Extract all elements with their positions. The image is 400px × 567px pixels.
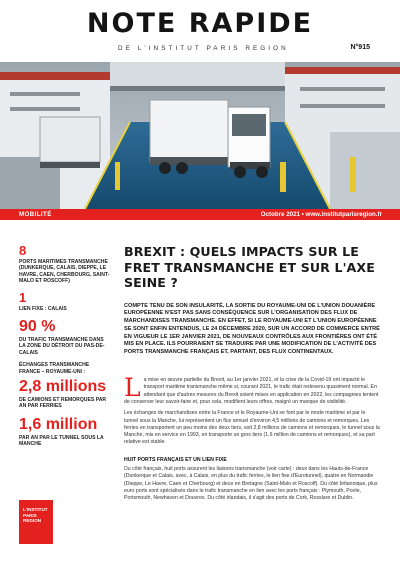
section-label: MOBILITÉ	[19, 210, 52, 218]
stat-intro: ÉCHANGES TRANSMANCHE FRANCE – ROYAUME-UNI :	[19, 362, 90, 375]
article-headline: BREXIT : QUELS IMPACTS SUR LE FRET TRANSMANCHE ET SUR L'AXE SEINE ?	[124, 244, 375, 290]
paragraph-text: a mise en œuvre partielle du Brexit, au 1er janvier 2021, et la crise de la Covid-19 ont impacté le transport maritime transmanche même si, courant 2021, le trafic était redevenu quasiment normal. En attendant que d'autres mesures du Brexit soient mises en application en 2022, les compagnies tentent de conserver leur savoir-faire et, pour cela, modifient leurs offres, malgré un manque de visibilité.	[124, 377, 379, 405]
stat-ports	[19, 244, 111, 285]
stat-fixed-link	[19, 291, 111, 312]
paragraph-2: Les échanges de marchandises entre la France et le Royaume-Uni se font par le mode maritime et par le tunnel sous la Manche, lui représentent un flux annuel d'environ 4,5 millions de camions et remorques. Les ferries en transportent un peu moins des deux tiers, soit 2,8 millions de camions et remorques, le tunnel sous la Manche, mis en service en 1993, en transporte un gros tiers (1,6 million de camions et remorques), et sa part relative est stable.	[124, 410, 380, 446]
publication-subtitle: DE L'INSTITUT PARIS REGION	[118, 45, 289, 52]
stat-text: LIEN FIXE : CALAIS	[19, 305, 67, 312]
article-lead: COMPTE TENU DE SON INSULARITÉ, LA SORTIE DU ROYAUME-UNI DE L'UNION DOUANIÈRE EUROPÉENNE N'EST PAS SANS CONSÉQUENCE SUR L'ORGANISATION DES FLUX DE MARCHANDISES TRANSMANCHE. EN EFFET, SI LE ROYAUME-UNI ET L'UNION EUROPÉENNE SE SONT ENFIN ENTENDUS, LE 24 DÉCEMBRE 2020, SUR UN ACCORD DE COMMERCE ENTRÉ EN VIGUEUR LE 1ER JANVIER 2021, DE NOUVEAUX CONTRÔLES AUX FRONTIÈRES ONT ÉTÉ MIS EN PLACE. ILS POURRAIENT SE TRADUIRE PAR UNE MODIFICATION DE L'ACTIVITÉ DES PORTS TRANSMANCHE FRANÇAIS ET, PARTANT, DES FLUX CONTINENTAUX.	[124, 302, 380, 356]
stat-tunnel	[19, 416, 111, 448]
drop-cap: L	[124, 373, 141, 403]
cover-photo	[0, 62, 400, 209]
stat-text: DU TRAFIC TRANSMANCHE DANS LA ZONE DU DÉTROIT DU PAS-DE-CALAIS	[19, 337, 105, 356]
logo-line: PARIS	[23, 512, 37, 518]
paragraph-3: Du côté français, huit ports assurent les liaisons transmanche (voir carte) : deux dans les Hauts-de-France (Dunkerque et Calais, avec, à Calais, en plus du trafic ferries, le lien fixe d'Eurotunnel), quatre en Normandie (Dieppe, Le Havre, Caen et Cherbourg) et deux en Bretagne (Saint-Malo et Roscoff). Du côté britannique, plus euro ports sont spécialisés dans le trafic transmanche en lien avec les ports français : Plymouth, Poole, Portsmouth, Newhaven et Douvres. Du côté irlandais, il s'agit des ports de Cork, Rosslare et Dublin.	[124, 466, 378, 502]
stat-value: 90 %	[19, 318, 56, 336]
institute-logo	[19, 500, 53, 544]
stat-value: 2,8 millions	[19, 378, 107, 396]
stat-value: 8	[19, 243, 27, 258]
logo-line: L'INSTITUT	[23, 507, 48, 512]
stat-text: PAR AN PAR LE TUNNEL SOUS LA MANCHE	[19, 434, 104, 448]
issue-number: N°915	[350, 44, 370, 51]
masthead	[0, 0, 400, 62]
paragraph-1	[124, 373, 380, 406]
ferry-trucks-illustration	[0, 62, 400, 209]
article-body	[124, 373, 380, 502]
key-figures-sidebar	[19, 244, 111, 454]
stat-ferries	[19, 362, 111, 410]
article	[124, 244, 380, 507]
stat-traffic-share	[19, 318, 111, 356]
stat-value: 1,6 million	[19, 415, 98, 433]
section-subhead: HUIT PORTS FRANÇAIS ET UN LIEN FIXE	[124, 456, 227, 463]
stat-value: 1	[19, 289, 27, 305]
stat-text: PORTS MARITIMES TRANSMANCHE (DUNKERQUE, CALAIS, DIEPPE, LE HAVRE, CAEN, CHERBOURG, SAINT-MALO ET ROSCOFF)	[19, 259, 110, 285]
logo-line: REGION	[23, 518, 42, 524]
publication-title: NOTE RAPIDE	[86, 8, 314, 39]
date-and-website: Octobre 2021 • www.institutparisregion.fr	[260, 210, 382, 218]
stat-text: DE CAMIONS ET REMORQUES PAR AN PAR FERRIES	[19, 397, 107, 410]
section-bar	[0, 209, 400, 220]
